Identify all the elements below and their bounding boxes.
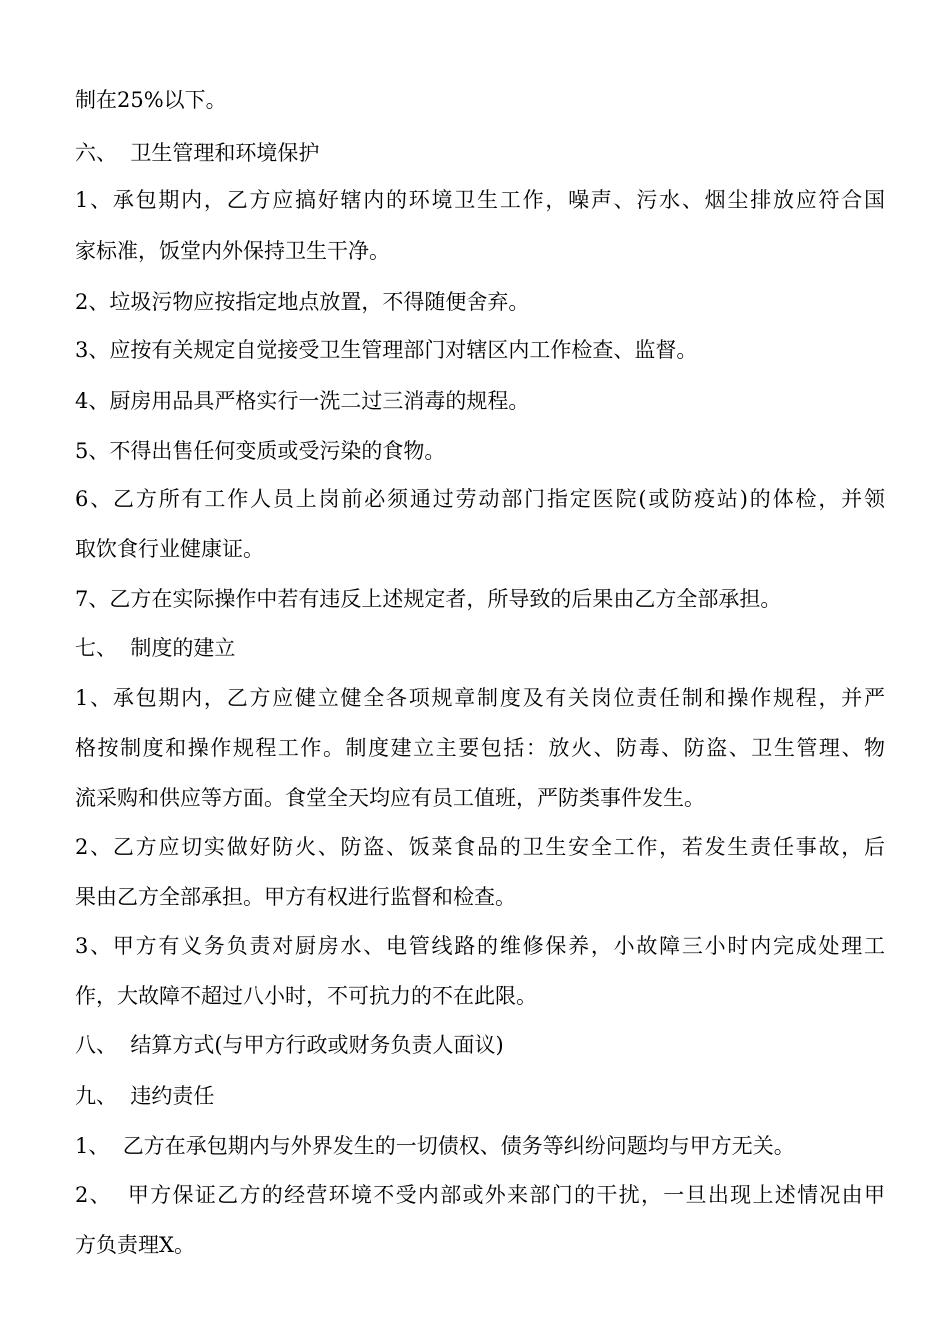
text-line: 制在25%以下。 [75,88,227,112]
text-line: 7、乙方在实际操作中若有违反上述规定者，所导致的后果由乙方全部承担。 [75,587,782,611]
text-line: 2、乙方应切实做好防火、防盗、饭菜食品的卫生安全工作，若发生责任事故，后 [75,835,885,859]
text-line: 取饮食行业健康证。 [75,537,264,561]
text-line: 3、甲方有义务负责对厨房水、电管线路的维修保养，小故障三小时内完成处理工 [75,934,885,958]
section-heading-hygiene: 六、 卫生管理和环境保护 [75,141,320,165]
text-line: 流采购和供应等方面。食堂全天均应有员工值班，严防类事件发生。 [75,786,705,810]
section-heading-rules: 七、 制度的建立 [75,636,236,660]
text-line: 4、厨房用品具严格实行一洗二过三消毒的规程。 [75,389,530,413]
text-line: 家标准，饭堂内外保持卫生干净。 [75,239,390,263]
section-heading-settlement: 八、 结算方式(与甲方行政或财务负责人面议) [75,1033,504,1057]
text-line: 1、承包期内，乙方应搞好辖内的环境卫生工作，噪声、污水、烟尘排放应符合国 [75,188,885,212]
text-line: 方负责理X。 [75,1233,195,1257]
text-line: 5、不得出售任何变质或受污染的食物。 [75,439,446,463]
text-line: 3、应按有关规定自觉接受卫生管理部门对辖区内工作检查、监督。 [75,338,698,362]
text-line: 1、 乙方在承包期内与外界发生的一切债权、债务等纠纷问题均与甲方无关。 [75,1134,795,1158]
text-line: 格按制度和操作规程工作。制度建立主要包括：放火、防毒、防盗、卫生管理、物 [75,736,885,760]
text-line: 作，大故障不超过八小时，不可抗力的不在此限。 [75,984,537,1008]
text-line: 6、乙方所有工作人员上岗前必须通过劳动部门指定医院(或防疫站)的体检，并领 [75,487,885,511]
text-line: 2、垃圾污物应按指定地点放置，不得随便舍弃。 [75,290,530,314]
text-line: 1、承包期内，乙方应健立健全各项规章制度及有关岗位责任制和操作规程，并严 [75,686,885,710]
section-heading-liability: 九、 违约责任 [75,1084,215,1108]
text-line: 果由乙方全部承担。甲方有权进行监督和检查。 [75,885,516,909]
text-line: 2、 甲方保证乙方的经营环境不受内部或外来部门的干扰，一旦出现上述情况由甲 [75,1183,885,1207]
